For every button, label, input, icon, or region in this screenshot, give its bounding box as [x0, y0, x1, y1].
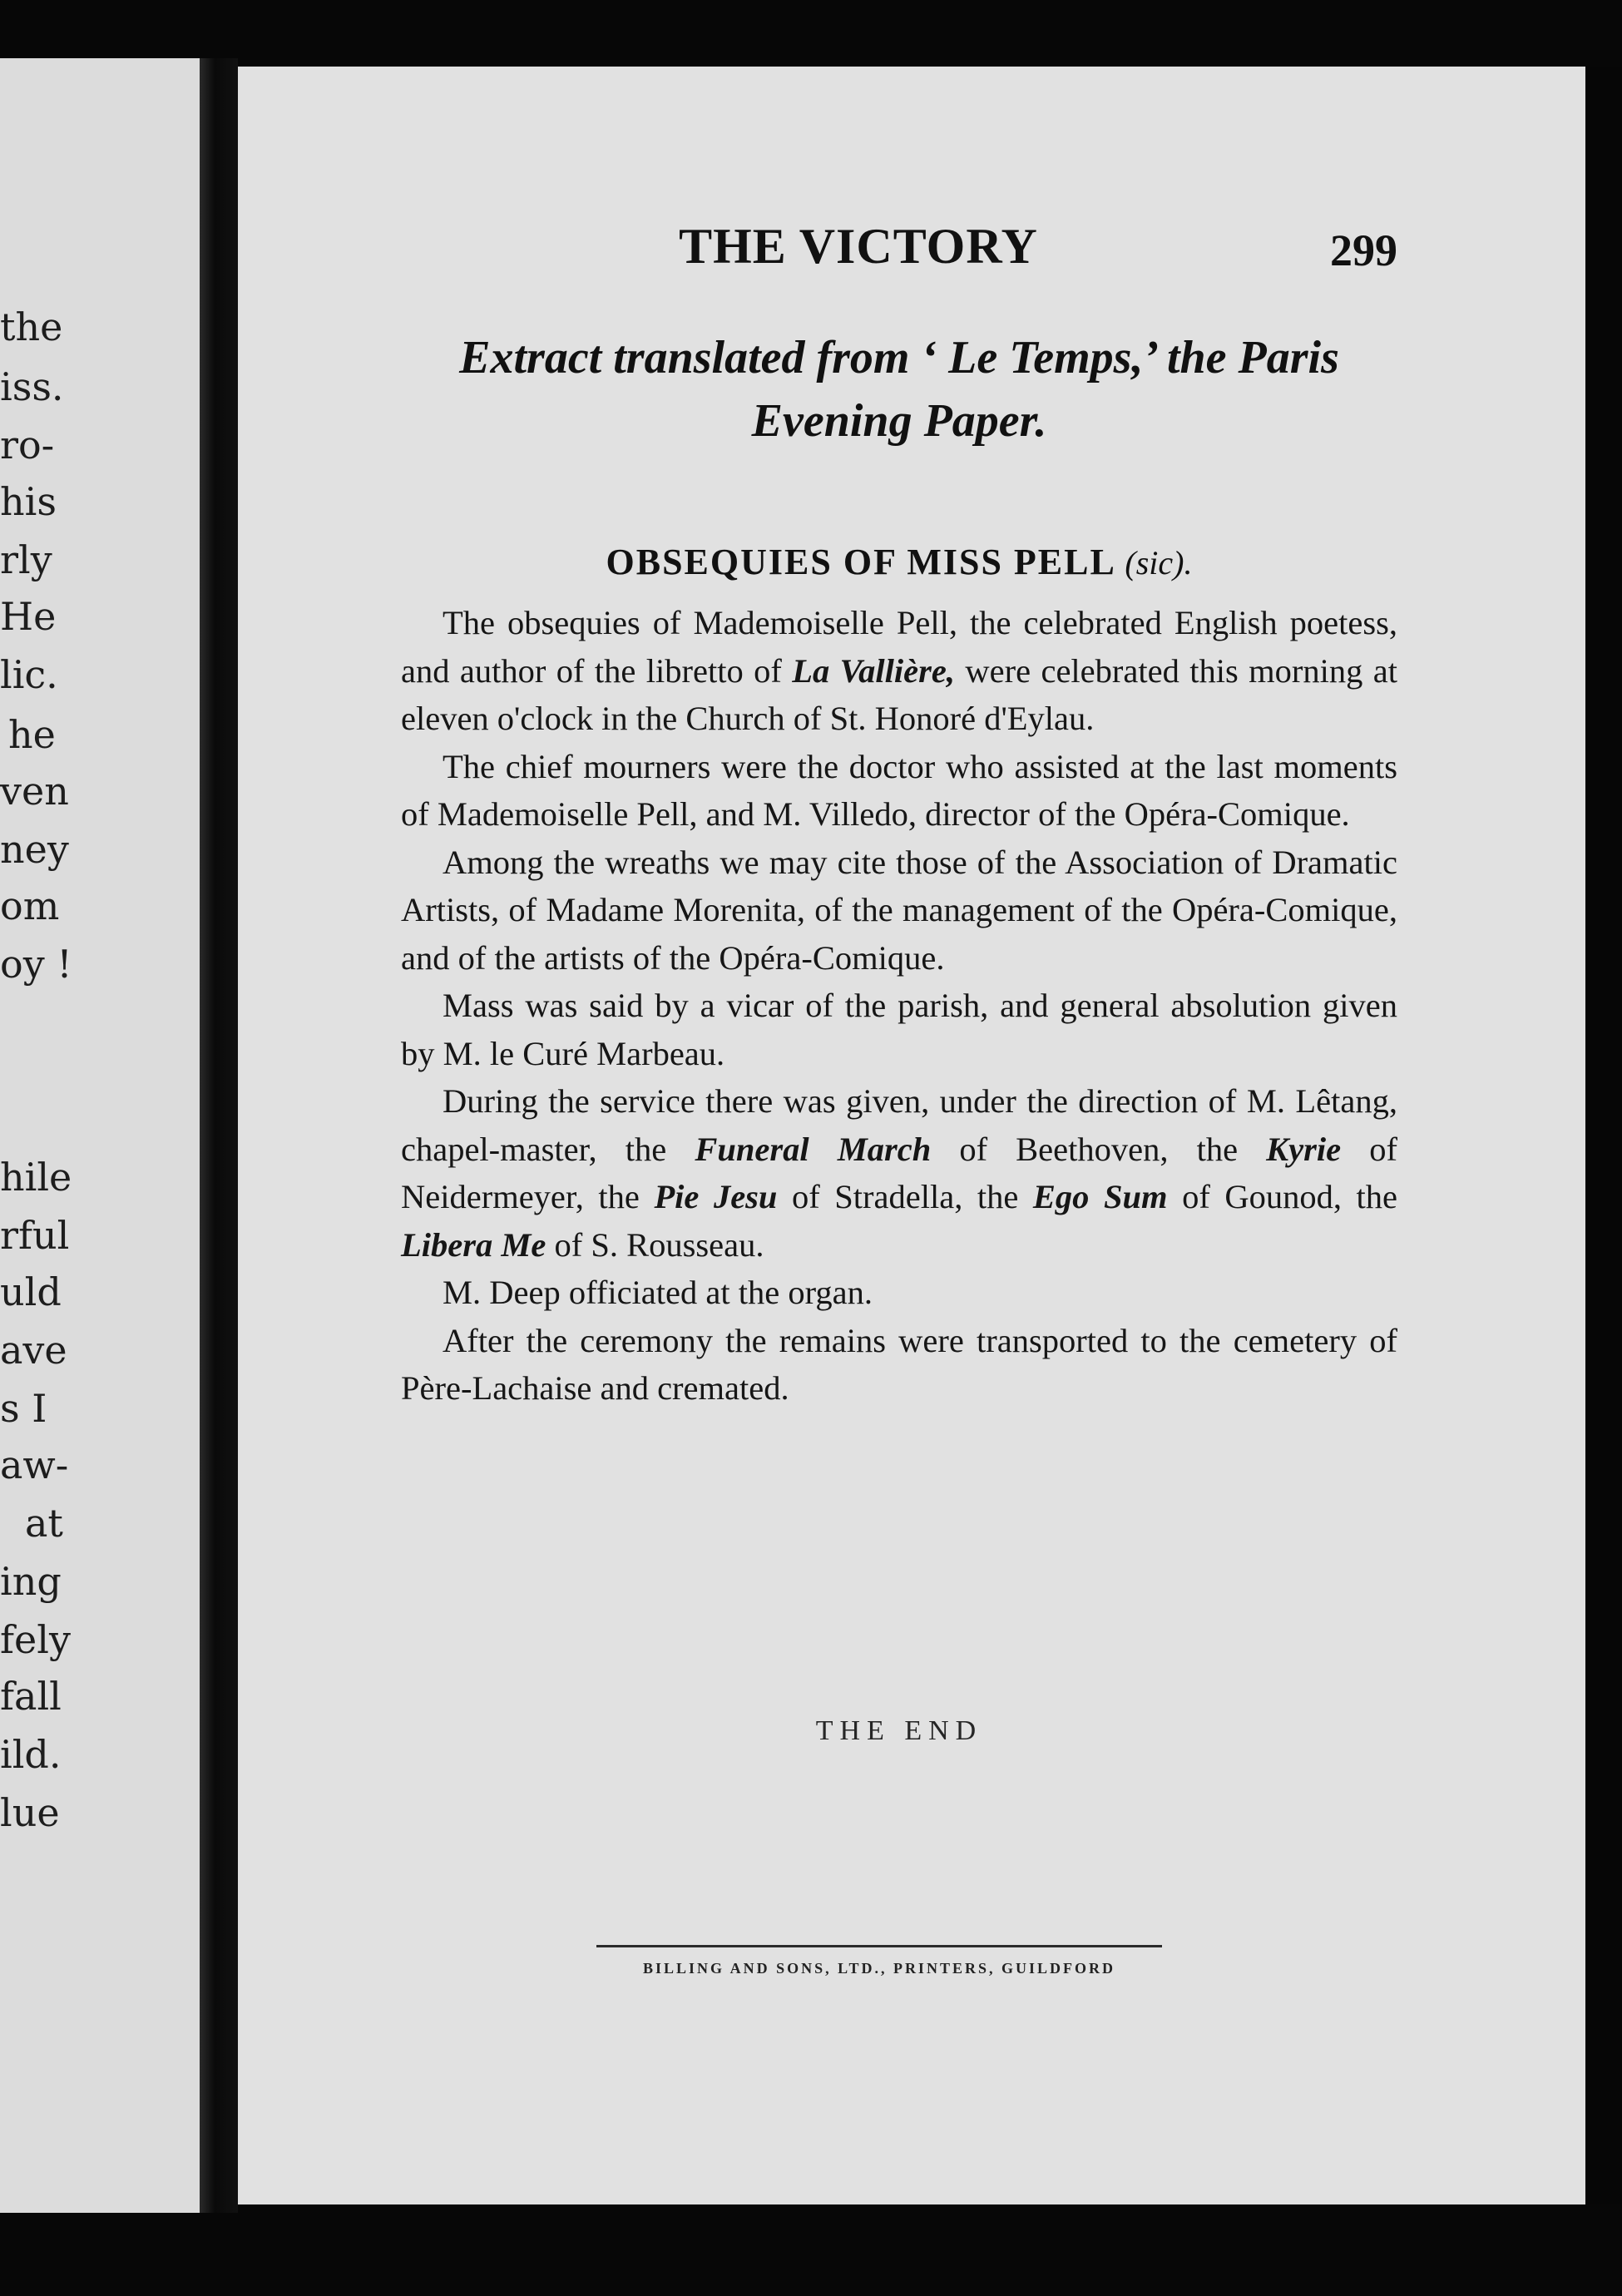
paragraph: M. Deep officiated at the organ.	[443, 1274, 873, 1311]
paragraph-text: of Beethoven, the	[931, 1130, 1267, 1168]
fragment-line: rful	[0, 1213, 70, 1258]
paragraph-text: During the service there was given, under the direction of M. Lêtang, chapel-master, the	[401, 1082, 1397, 1168]
fragment-line: he	[8, 712, 56, 757]
fragment-line: lue	[0, 1790, 60, 1835]
paragraph	[401, 599, 1397, 743]
paragraph	[401, 1077, 1397, 1269]
fragment-line: ing	[0, 1559, 62, 1604]
fragment-line: s I	[0, 1386, 47, 1431]
paragraph: Among the wreaths we may cite those of the Association of Dramatic Artists, of Madame Morenita, of the management of the Opéra-Comique, and of the artists of the Opéra-Comique.	[401, 843, 1397, 977]
fragment-line: ave	[0, 1328, 67, 1373]
section-heading-text: OBSEQUIES OF MISS PELL	[606, 542, 1115, 582]
paragraph: Mass was said by a vicar of the parish, and general absolution given by M. le Curé Marbeau.	[401, 987, 1397, 1072]
page	[238, 67, 1585, 2204]
paragraph-text: were celebrated this morning at eleven o'clock in the Church of St. Honoré d'Eylau.	[401, 651, 1398, 737]
extract-title-line: Evening Paper.	[751, 395, 1047, 447]
fragment-line: He	[0, 594, 57, 639]
paragraph-text: of Neidermeyer, the	[401, 1130, 1397, 1215]
the-end: THE END	[815, 1715, 983, 1746]
book-gutter	[200, 58, 238, 2213]
work-title: Funeral March	[695, 1130, 932, 1168]
fragment-line: ild.	[0, 1732, 62, 1777]
paragraph: The chief mourners were the doctor who assisted at the last moments of Mademoiselle Pell, and M. Villedo, director of the Opéra-Comique.	[401, 747, 1397, 833]
fragment-line: hile	[0, 1155, 72, 1200]
previous-page	[0, 58, 201, 2213]
fragment-line: ney	[0, 827, 69, 872]
paragraph-text: The obsequies of Mademoiselle Pell, the celebrated English poetess, and author of the libretto of	[401, 604, 1397, 690]
fragment-line: uld	[0, 1269, 62, 1314]
fragment-line: ro-	[0, 423, 55, 468]
fragment-line: lic.	[0, 652, 58, 697]
paragraph-text: of Stradella, the	[777, 1178, 1033, 1215]
section-heading	[401, 541, 1397, 583]
work-title: Kyrie	[1266, 1130, 1342, 1168]
paragraph: After the ceremony the remains were transported to the cemetery of Père-Lachaise and cremated.	[401, 1321, 1397, 1407]
fragment-line: ven	[0, 769, 69, 814]
divider	[596, 1945, 1162, 1947]
running-title: THE VICTORY	[679, 219, 1038, 274]
work-title: La Vallière,	[792, 651, 955, 690]
running-head	[401, 218, 1397, 285]
fragment-line: fely	[0, 1617, 71, 1662]
fragment-line: fall	[0, 1674, 62, 1719]
paragraph-text: of S. Rousseau.	[546, 1225, 764, 1264]
extract-title-line: Extract translated from ‘ Le Temps,’ the Paris	[459, 332, 1339, 383]
fragment-line: aw-	[0, 1442, 69, 1487]
page-number: 299	[1330, 225, 1397, 275]
work-title: Ego Sum	[1032, 1178, 1168, 1215]
work-title: Libera Me	[401, 1225, 546, 1264]
section-heading-note: (sic).	[1125, 544, 1193, 581]
fragment-line: oy !	[0, 942, 72, 987]
paragraph-text: of Gounod, the	[1167, 1178, 1397, 1215]
fragment-line: the	[0, 304, 63, 349]
fragment-line: om	[0, 883, 60, 928]
printer-imprint: BILLING AND SONS, LTD., PRINTERS, GUILDFORD	[643, 1960, 1115, 1977]
scan-edge	[1585, 67, 1622, 2204]
extract-title	[401, 326, 1397, 453]
fragment-line: iss.	[0, 364, 64, 409]
work-title: Pie Jesu	[654, 1178, 778, 1215]
fragment-line: rly	[0, 537, 52, 582]
fragment-line: his	[0, 479, 57, 524]
article-body	[401, 599, 1397, 1413]
previous-page-text	[0, 58, 200, 2213]
fragment-line: at	[25, 1501, 63, 1546]
